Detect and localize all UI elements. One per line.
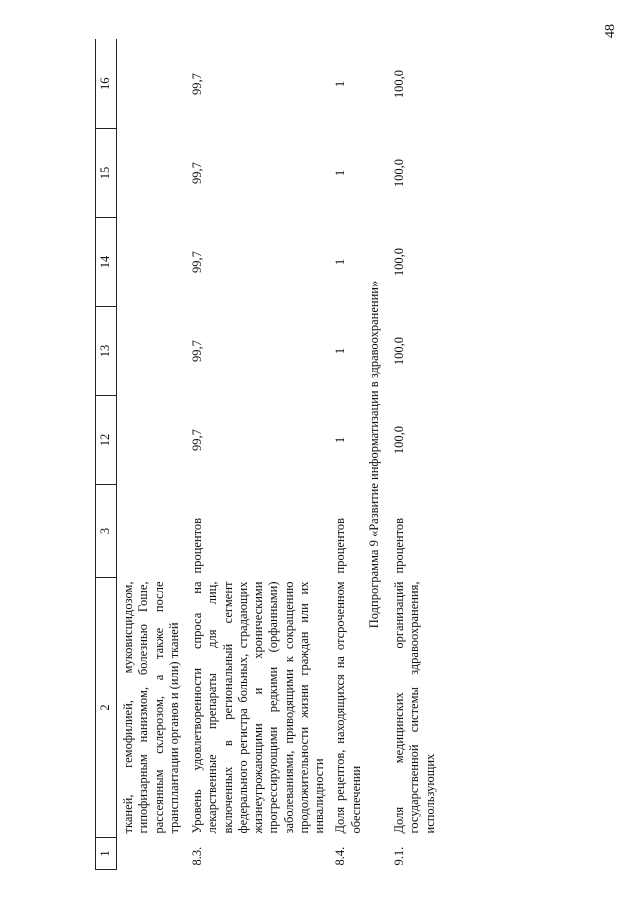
- column-header-3: 3: [96, 485, 117, 578]
- page-number: 48: [603, 24, 618, 38]
- value-13: 100,0: [392, 336, 406, 366]
- table-row: [327, 40, 364, 870]
- indicator-description: Уровень удовлетворенности спроса на лекарственные препараты для лиц, включенных в региональный сегмент федерального регистра больных, страдающих жизнеугрожающими и хроническими прогрессирующими редкими (орфанными) заболеваниями, приводящими к сокращению продолжительности жизни граждан или их инвалидности: [190, 581, 326, 834]
- column-header-2: 2: [96, 578, 117, 838]
- table-row: [386, 40, 438, 870]
- header-row: [96, 40, 117, 870]
- value-16: 100,0: [392, 69, 406, 99]
- indicators-table: [95, 40, 438, 871]
- column-header-16: 16: [96, 40, 117, 129]
- table-row: [182, 40, 327, 870]
- table-row: [117, 40, 183, 870]
- value-13: 1: [333, 347, 348, 355]
- value-15: 100,0: [392, 158, 406, 188]
- value-12: 99,7: [190, 429, 204, 451]
- row-number: 9.1.: [392, 846, 406, 866]
- column-header-13: 13: [96, 307, 117, 396]
- column-header-1: 1: [96, 838, 117, 870]
- value-14: 100,0: [392, 247, 406, 277]
- value-15: 99,7: [190, 162, 204, 184]
- continuation-text: тканей, гемофилией, муковисцидозом, гипофизарным нанизмом, болезнью Гоше, рассеянным склерозом, а также после трансплантации органов и (или) тканей: [121, 581, 181, 834]
- indicator-description: Доля медицинских организаций государственной системы здравоохранения, использующих: [392, 581, 437, 834]
- unit-cell: процентов: [392, 517, 406, 574]
- value-14: 1: [333, 258, 348, 266]
- column-header-12: 12: [96, 396, 117, 485]
- indicator-description: Доля рецептов, находящихся на отсроченном обеспечении: [333, 581, 363, 834]
- row-number: 8.3.: [190, 846, 204, 866]
- column-header-15: 15: [96, 129, 117, 218]
- value-15: 1: [333, 169, 348, 177]
- value-16: 99,7: [190, 73, 204, 95]
- subprogram-title: Подпрограмма 9 «Развитие информатизации в здравоохранении»: [366, 280, 381, 629]
- subprogram-row: [364, 40, 386, 870]
- value-12: 1: [333, 436, 348, 444]
- value-13: 99,7: [190, 340, 204, 362]
- column-header-14: 14: [96, 218, 117, 307]
- unit-cell: процентов: [190, 517, 204, 574]
- rotated-page-content: [95, 40, 635, 870]
- value-12: 100,0: [392, 425, 406, 455]
- value-16: 1: [333, 80, 348, 88]
- row-number: 8.4.: [333, 846, 348, 866]
- unit-cell: процентов: [333, 517, 348, 574]
- value-14: 99,7: [190, 251, 204, 273]
